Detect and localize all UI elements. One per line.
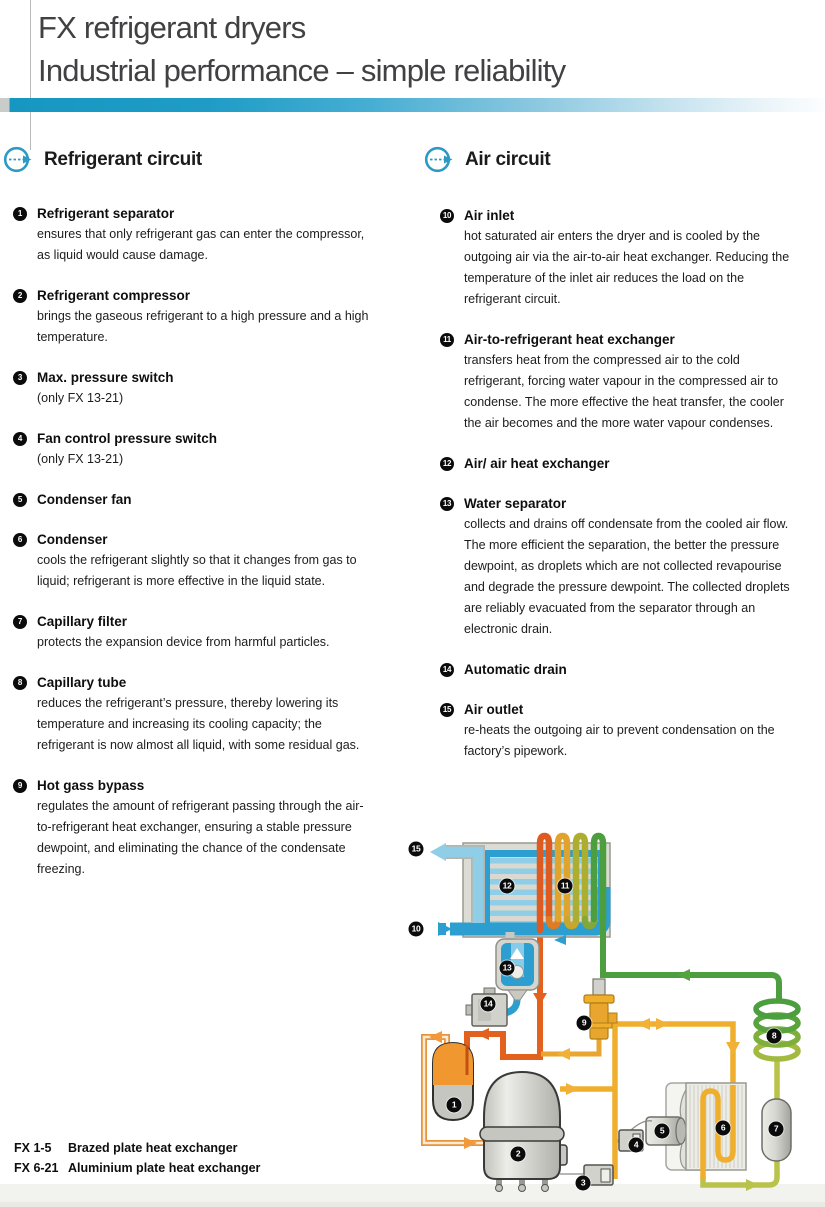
footnote-row — [14, 1158, 260, 1178]
circuit-items-air — [440, 206, 805, 782]
footnote-text: Aluminium plate heat exchanger — [68, 1161, 261, 1175]
item-heading: Capillary filter — [37, 614, 128, 629]
top-left-rule — [30, 0, 31, 150]
footnote-row — [14, 1138, 260, 1158]
diagram-number-badge-9: 9 — [577, 1016, 592, 1031]
item-description: transfers heat from the compressed air to the cold refrigerant, forcing water vapour in the compressed air to condense. The more effective the heat transfer, the cooler the air becomes and the more water vapour condenses. — [464, 353, 784, 430]
circuit-item-14 — [440, 660, 805, 680]
diagram-number-badge-6: 6 — [716, 1121, 731, 1136]
item-number-badge: 10 — [440, 209, 454, 223]
item-description: collects and drains off condensate from the cooled air flow. The more efficient the separation, the better the pressure dewpoint, as droplets which are not collected revapourise and degrade the pressure dewpoint. The collected droplets are reliably evacuated from the separator through an electronic drain. — [464, 517, 790, 636]
item-heading: Water separator — [464, 496, 567, 511]
circle-arrow-icon — [424, 146, 456, 173]
diagram-number-badge-15: 15 — [409, 842, 424, 857]
item-number-badge: 7 — [13, 615, 27, 629]
page-title-line2: Industrial performance – simple reliability — [38, 53, 566, 88]
item-number-badge: 3 — [13, 371, 27, 385]
circuit-item-2 — [13, 286, 373, 348]
item-heading: Air inlet — [464, 208, 515, 223]
item-number-badge: 4 — [13, 432, 27, 446]
circuit-item-15 — [440, 700, 805, 762]
item-number-badge: 12 — [440, 457, 454, 471]
pressure-switch-illustrations — [560, 1121, 652, 1185]
circuit-diagram-art — [400, 827, 825, 1207]
item-heading: Max. pressure switch — [37, 370, 174, 385]
item-description: (only FX 13-21) — [37, 391, 124, 405]
item-description: regulates the amount of refrigerant passing through the air-to-refrigerant heat exchanger, ensuring a stable pressure dewpoint, and eliminating the chance of the condensate freezing. — [37, 799, 364, 876]
footnotes-list — [14, 1138, 260, 1178]
diagram-number-badge-4: 4 — [629, 1138, 644, 1153]
item-heading: Hot gass bypass — [37, 778, 145, 793]
item-heading: Refrigerant compressor — [37, 288, 191, 303]
item-description: protects the expansion device from harmful particles. — [37, 635, 330, 649]
diagram-number-badge-8: 8 — [767, 1029, 782, 1044]
item-number-badge: 11 — [440, 333, 454, 347]
page-title — [38, 6, 565, 92]
diagram-number-badge-7: 7 — [769, 1122, 784, 1137]
accent-gradient-bar — [0, 98, 825, 112]
item-description: ensures that only refrigerant gas can enter the compressor, as liquid would cause damage. — [37, 227, 365, 262]
bypass-valve-illustration — [584, 979, 617, 1039]
item-heading: Air-to-refrigerant heat exchanger — [464, 332, 675, 347]
item-number-badge: 14 — [440, 663, 454, 677]
circuit-item-12 — [440, 454, 805, 474]
item-number-badge: 8 — [13, 676, 27, 690]
circuit-items-refrigerant — [13, 204, 373, 900]
diagram-number-badge-3: 3 — [576, 1176, 591, 1191]
diagram-number-badge-1: 1 — [447, 1098, 462, 1113]
diagram-number-badge-13: 13 — [500, 961, 515, 976]
item-number-badge: 15 — [440, 703, 454, 717]
item-heading: Fan control pressure switch — [37, 431, 218, 446]
footnote-model: FX 6-21 — [14, 1161, 59, 1175]
item-heading: Air/ air heat exchanger — [464, 456, 610, 471]
compressor-illustration — [480, 1072, 567, 1192]
item-number-badge: 5 — [13, 493, 27, 507]
circuit-item-9 — [13, 776, 373, 880]
item-heading: Refrigerant separator — [37, 206, 175, 221]
item-number-badge: 13 — [440, 497, 454, 511]
item-description: reduces the refrigerant’s pressure, thereby lowering its temperature and increasing its cooling capacity; the refrigerant is now almost all liquid, with some residual gas. — [37, 696, 360, 752]
section-header-refrigerant — [3, 146, 202, 173]
page-title-line1: FX refrigerant dryers — [38, 10, 306, 45]
diagram-number-badge-12: 12 — [500, 879, 515, 894]
item-heading: Condenser — [37, 532, 108, 547]
circuit-item-1 — [13, 204, 373, 266]
circuit-diagram — [400, 827, 825, 1207]
circuit-item-3 — [13, 368, 373, 409]
section-title: Air circuit — [465, 148, 551, 170]
item-description: hot saturated air enters the dryer and is cooled by the outgoing air via the air-to-air heat exchanger. Reducing the temperature of the inlet air reduces the load on the refrigerant circuit. — [464, 229, 790, 306]
item-description: brings the gaseous refrigerant to a high pressure and a high temperature. — [37, 309, 369, 344]
item-description: (only FX 13-21) — [37, 452, 124, 466]
diagram-number-badge-14: 14 — [481, 997, 496, 1012]
circuit-item-6 — [13, 530, 373, 592]
item-description: cools the refrigerant slightly so that it changes from gas to liquid; refrigerant is more effective in the liquid state. — [37, 553, 357, 588]
diagram-number-badge-2: 2 — [511, 1147, 526, 1162]
circuit-item-7 — [13, 612, 373, 653]
diagram-number-badge-5: 5 — [655, 1124, 670, 1139]
footnote-text: Brazed plate heat exchanger — [68, 1141, 238, 1155]
section-title: Refrigerant circuit — [44, 148, 202, 170]
liquid-pipe — [603, 922, 779, 1000]
footnote-model: FX 1-5 — [14, 1141, 52, 1155]
diagram-number-badge-10: 10 — [409, 922, 424, 937]
diagram-number-badge-11: 11 — [558, 879, 573, 894]
item-heading: Condenser fan — [37, 492, 132, 507]
circuit-item-11 — [440, 330, 805, 434]
item-number-badge: 1 — [13, 207, 27, 221]
circle-arrow-icon — [3, 146, 35, 173]
item-number-badge: 9 — [13, 779, 27, 793]
item-description: re-heats the outgoing air to prevent condensation on the factory’s pipework. — [464, 723, 775, 758]
circuit-item-5 — [13, 490, 373, 510]
circuit-item-13 — [440, 494, 805, 640]
circuit-item-10 — [440, 206, 805, 310]
item-number-badge: 6 — [13, 533, 27, 547]
item-heading: Automatic drain — [464, 662, 567, 677]
item-heading: Air outlet — [464, 702, 524, 717]
circuit-item-4 — [13, 429, 373, 470]
item-heading: Capillary tube — [37, 675, 127, 690]
item-number-badge: 2 — [13, 289, 27, 303]
section-header-air — [424, 146, 550, 173]
circuit-item-8 — [13, 673, 373, 756]
